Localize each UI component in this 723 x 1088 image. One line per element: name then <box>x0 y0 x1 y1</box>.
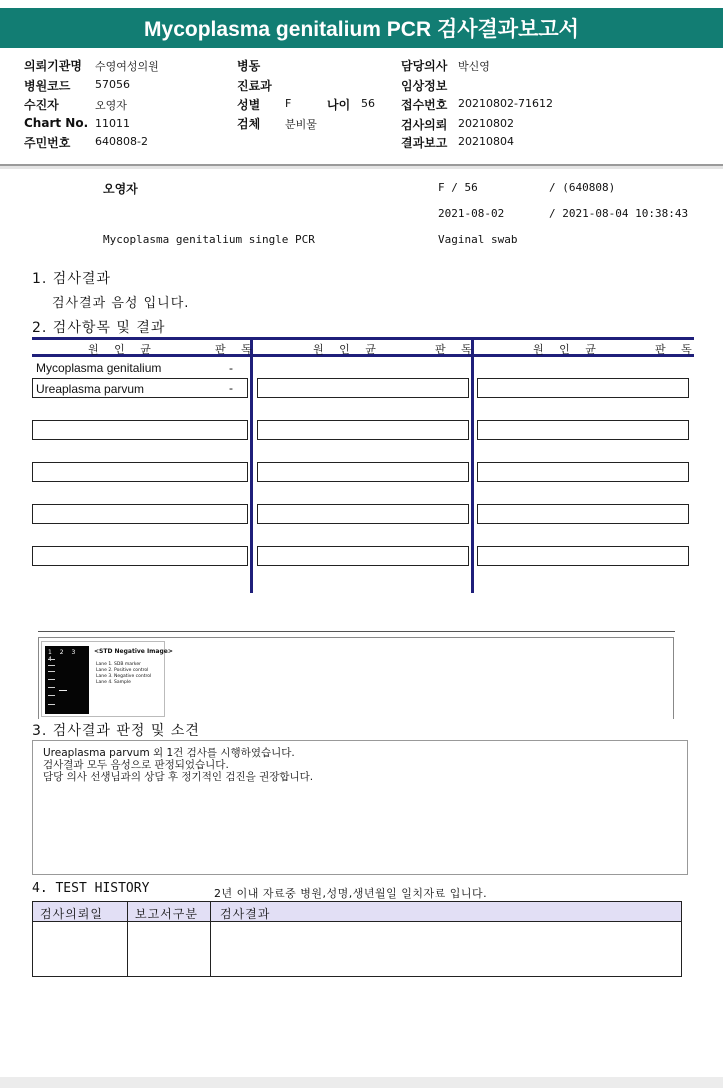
patient-label: 수진자 <box>24 98 59 112</box>
dept-label: 진료과 <box>237 79 272 93</box>
sex-label: 성별 <box>237 98 261 112</box>
gel-lane-numbers: 1 2 3 <box>48 649 79 656</box>
result-cell-r4c3 <box>477 462 689 482</box>
pathogen-name-1: Mycoplasma genitalium <box>36 361 162 375</box>
sex-value: F <box>285 97 292 110</box>
pathogen-result-2: - <box>229 381 233 395</box>
opinion-box <box>32 740 688 875</box>
patient-block-name: 오영자 <box>103 182 138 196</box>
section1-title: 1. 검사결과 <box>32 271 111 287</box>
info-divider-shadow <box>0 166 723 169</box>
result-cell-r6c2 <box>257 546 469 566</box>
request-value: 20210802 <box>458 117 514 130</box>
history-header-row <box>33 902 681 922</box>
patient-block-specimen: Vaginal swab <box>438 233 518 246</box>
history-col-divider-2 <box>210 902 211 976</box>
hospital-code-label: 병원코드 <box>24 79 71 93</box>
chart-no-value: 11011 <box>95 117 130 130</box>
result-cell-r2c2 <box>257 378 469 398</box>
specimen-label: 검체 <box>237 117 261 131</box>
ward-label: 병동 <box>237 59 261 73</box>
header-pathogen-3: 원 인 균 <box>533 343 602 356</box>
pathogen-name-2: Ureaplasma parvum <box>36 382 145 396</box>
opinion-line-1: Ureaplasma parvum 외 1건 검사를 시행하였습니다. <box>43 747 295 759</box>
gel-electrophoresis-image <box>45 646 89 714</box>
section4-title: 4. TEST HISTORY <box>32 881 150 896</box>
report-date-value: 20210804 <box>458 135 514 148</box>
age-value: 56 <box>361 97 375 110</box>
gel-legend-4: Lane 4. Sample <box>96 680 131 685</box>
header-result-2: 판 독 <box>435 343 478 356</box>
history-header-result: 검사결과 <box>220 907 271 921</box>
patient-block-date1: 2021-08-02 <box>438 207 505 220</box>
result-cell-r3c1 <box>32 420 248 440</box>
patient-block-date2: / 2021-08-04 10:38:43 <box>549 207 689 220</box>
age-label: 나이 <box>327 98 351 112</box>
report-info <box>0 52 723 164</box>
result-cell-r5c1 <box>32 504 248 524</box>
result-cell-r2c3 <box>477 378 689 398</box>
gel-frame-top-rule <box>38 631 675 632</box>
header-result-1: 판 독 <box>215 343 258 356</box>
patient-block-birth: / (640808) <box>549 181 616 194</box>
results-column-divider-1 <box>250 337 253 593</box>
gel-title: <STD Negative Image> <box>94 648 173 655</box>
request-label: 검사의뢰 <box>401 118 448 132</box>
result-cell-r5c3 <box>477 504 689 524</box>
test-history-table <box>32 901 682 977</box>
section3-title: 3. 검사결과 판정 및 소견 <box>32 723 200 739</box>
patient-block-sex-age: F / 56 <box>438 181 478 194</box>
pathogen-result-1: - <box>229 361 233 375</box>
patient-block-test: Mycoplasma genitalium single PCR <box>103 233 315 246</box>
section2-title: 2. 검사항목 및 결과 <box>32 320 166 336</box>
result-cell-r3c3 <box>477 420 689 440</box>
footer-band <box>0 1077 723 1088</box>
receipt-label: 접수번호 <box>401 98 448 112</box>
header-pathogen-2: 원 인 균 <box>313 343 382 356</box>
report-title: Mycoplasma genitalium PCR 검사결과보고서 <box>0 8 723 48</box>
chart-no-label: Chart No. <box>24 116 89 130</box>
result-cell-r4c1 <box>32 462 248 482</box>
history-header-report-type: 보고서구분 <box>135 907 198 921</box>
section1-text: 검사결과 음성 입니다. <box>52 296 190 311</box>
results-header-top-rule <box>32 337 694 340</box>
hospital-code-value: 57056 <box>95 78 130 91</box>
gel-legend-2: Lane 2. Positive control <box>96 668 149 673</box>
doctor-label: 담당의사 <box>401 59 448 73</box>
result-cell-r3c2 <box>257 420 469 440</box>
gel-legend-3: Lane 3. Negative control <box>96 674 152 679</box>
institution-value: 수영여성의원 <box>95 60 159 73</box>
section4-note: 2년 이내 자료중 병원,성명,생년월일 일치자료 입니다. <box>214 887 488 900</box>
doctor-value: 박신영 <box>458 60 490 73</box>
clinical-label: 임상정보 <box>401 79 448 93</box>
institution-label: 의뢰기관명 <box>24 59 82 73</box>
gel-legend-1: Lane 1. SDB marker <box>96 662 141 667</box>
header-pathogen-1: 원 인 균 <box>88 343 157 356</box>
result-cell-r5c2 <box>257 504 469 524</box>
gel-image-card <box>41 641 173 717</box>
report-date-label: 결과보고 <box>401 136 448 150</box>
specimen-value: 분비물 <box>285 118 317 131</box>
results-column-divider-2 <box>471 337 474 593</box>
result-cell-r4c2 <box>257 462 469 482</box>
result-cell-r6c3 <box>477 546 689 566</box>
opinion-line-3: 담당 의사 선생님과의 상담 후 정기적인 검진을 권장합니다. <box>43 771 314 783</box>
receipt-value: 20210802-71612 <box>458 97 553 110</box>
resident-no-label: 주민번호 <box>24 136 71 150</box>
resident-no-value: 640808-2 <box>95 135 148 148</box>
history-header-request-date: 검사의뢰일 <box>40 907 103 921</box>
history-col-divider-1 <box>127 902 128 976</box>
header-result-3: 판 독 <box>655 343 698 356</box>
patient-value: 오영자 <box>95 99 127 112</box>
result-cell-r6c1 <box>32 546 248 566</box>
opinion-line-2: 검사결과 모두 음성으로 판정되었습니다. <box>43 759 229 771</box>
